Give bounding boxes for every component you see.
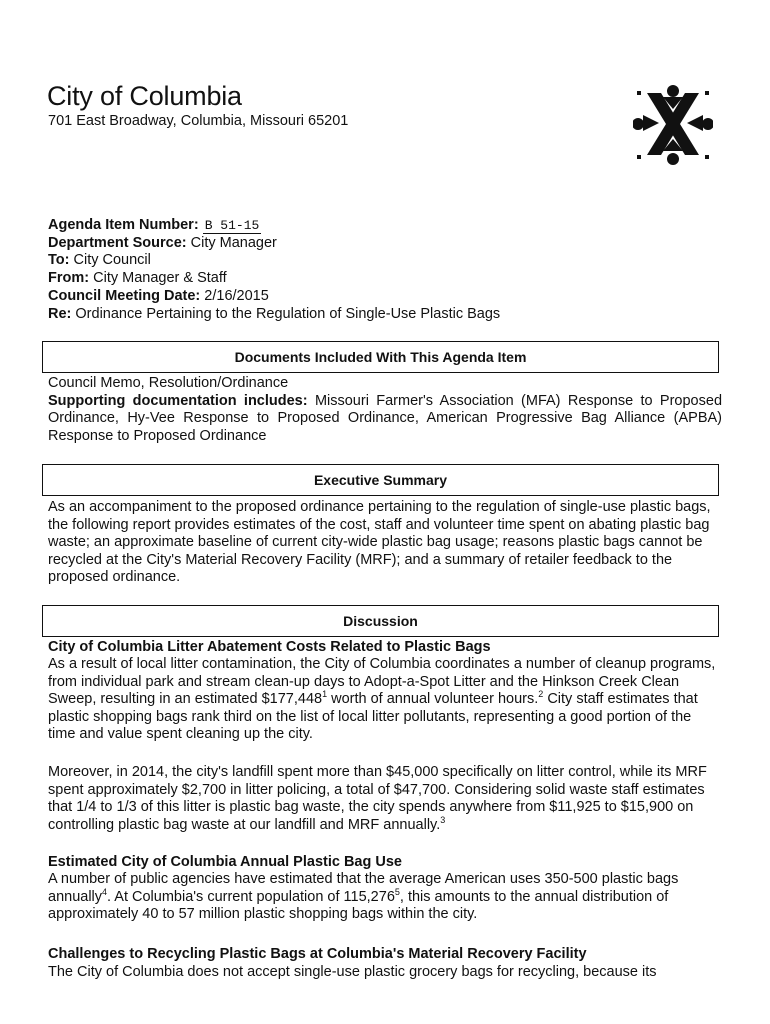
city-address: 701 East Broadway, Columbia, Missouri 65201 (48, 113, 349, 129)
discussion-heading: Discussion (42, 605, 719, 637)
re-value: Ordinance Pertaining to the Regulation of Single-Use Plastic Bags (75, 306, 501, 322)
supporting-label: Supporting documentation includes: (48, 392, 308, 409)
meeting-date-line (48, 288, 269, 305)
footnote-ref: 3 (440, 814, 446, 825)
recycling-subheading: Challenges to Recycling Plastic Bags at Columbia's Material Recovery Facility (48, 946, 587, 962)
from-value: City Manager & Staff (93, 270, 227, 286)
to-line (48, 252, 151, 269)
annual-use-text-a: A number of public agencies have estimated that the average American uses 350-500 plastic bags annually (48, 871, 679, 905)
litter-costs-text-a: As a result of local litter contamination, the City of Columbia coordinates a number of cleanup programs, from individual park and stream clean-up days to Adopt-a-Spot Litter and the Hinkson Creek Clean Sweep, resulting in an estimated $177,448 (48, 656, 716, 707)
annual-use-text-c: , this amounts to the annual distribution of approximately 40 to 57 million plastic shopping bags within the city. (48, 888, 669, 922)
annual-use-paragraph (48, 871, 722, 924)
meeting-date-label: Council Meeting Date: (48, 288, 201, 304)
documents-line: Council Memo, Resolution/Ordinance (48, 375, 289, 391)
annual-use-text-b: . At Columbia's current population of 115,276 (107, 888, 395, 905)
footnote-ref: 2 (538, 689, 544, 700)
litter-costs-text-c: City staff estimates that plastic shopping bags rank third on the list of local litter pollutants, representing a good portion of the time and value spent cleaning up the city. (48, 691, 698, 742)
agenda-item-number: B 51-15 (204, 218, 260, 233)
recycling-paragraph: The City of Columbia does not accept single-use plastic grocery bags for recycling, because its (48, 964, 657, 980)
meeting-date-value: 2/16/2015 (204, 288, 269, 304)
landfill-text: Moreover, in 2014, the city's landfill spent more than $45,000 specifically on litter control, while its MRF spent approximately $2,700 in litter policing, a total of $47,700. Considering solid waste staff estimates that 1/4 to 1/3 of this litter is plastic bag waste, the city spends anywhere from $11,925 to $15,900 on controlling plastic bag waste at our landfill and MRF annually. (48, 764, 707, 833)
documents-heading: Documents Included With This Agenda Item (42, 341, 719, 373)
city-of-columbia-logo-icon (633, 85, 713, 165)
city-name: City of Columbia (47, 81, 242, 111)
department-line (48, 235, 277, 252)
supporting-text: Missouri Farmer's Association (MFA) Response to Proposed Ordinance, Hy-Vee Response to Proposed Ordinance, American Progressive Bag Alliance (APBA) Response to Proposed Ordinance (48, 392, 723, 444)
supporting-documentation (48, 393, 722, 446)
to-label: To: (48, 252, 70, 268)
department-label: Department Source: (48, 235, 187, 251)
litter-costs-subheading: City of Columbia Litter Abatement Costs Related to Plastic Bags (48, 639, 491, 655)
executive-summary-heading: Executive Summary (42, 464, 719, 496)
re-label: Re: (48, 306, 72, 322)
re-line (48, 306, 500, 323)
litter-costs-paragraph (48, 656, 722, 744)
annual-use-subheading: Estimated City of Columbia Annual Plastic Bag Use (48, 854, 402, 870)
footnote-ref: 5 (394, 886, 400, 897)
documents-text (48, 375, 722, 445)
footnote-ref: 1 (322, 689, 328, 700)
landfill-paragraph (48, 764, 722, 834)
executive-summary-text: As an accompaniment to the proposed ordinance pertaining to the regulation of single-use plastic bags, the following report provides estimates of the cost, staff and volunteer time spent on abating plastic bag waste; an approximate baseline of current city-wide plastic bag usage; reasons plastic bags cannot be recycled at the City's Material Recovery Facility (MRF); and a summary of retailer feedback to the proposed ordinance. (48, 499, 711, 585)
department-value: City Manager (190, 235, 277, 251)
agenda-item-label: Agenda Item Number: (48, 217, 199, 233)
from-label: From: (48, 270, 90, 286)
footnote-ref: 4 (102, 886, 108, 897)
from-line (48, 270, 227, 287)
to-value: City Council (73, 252, 151, 268)
agenda-item-line (48, 217, 261, 234)
litter-costs-text-b: worth of annual volunteer hours. (327, 691, 539, 707)
